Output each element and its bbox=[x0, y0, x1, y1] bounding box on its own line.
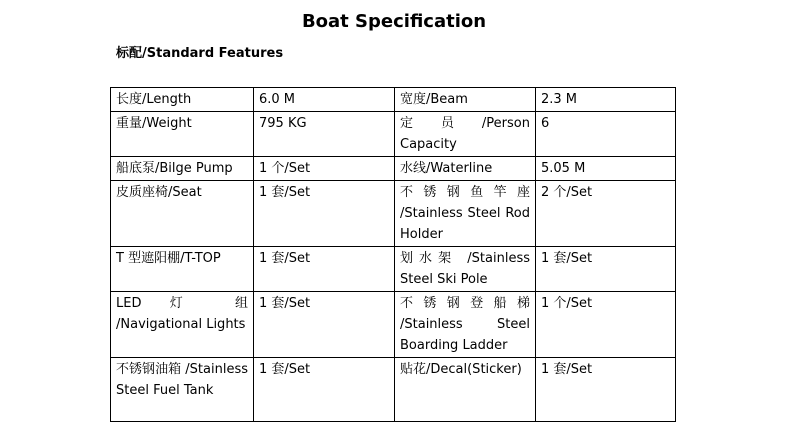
feature-name: LED 灯 组 /Navigational Lights bbox=[111, 292, 254, 358]
table-row bbox=[111, 88, 676, 112]
feature-name: 宽度/Beam bbox=[395, 88, 536, 112]
feature-name: 皮质座椅/Seat bbox=[111, 181, 254, 247]
feature-value: 1 套/Set bbox=[254, 358, 395, 422]
feature-name: T 型遮阳棚/T-TOP bbox=[111, 247, 254, 292]
feature-name: 长度/Length bbox=[111, 88, 254, 112]
feature-value: 6 bbox=[536, 112, 676, 157]
feature-name: 重量/Weight bbox=[111, 112, 254, 157]
section-heading: 标配/Standard Features bbox=[116, 46, 284, 61]
feature-value: 1 套/Set bbox=[536, 247, 676, 292]
feature-value: 1 套/Set bbox=[254, 292, 395, 358]
spec-table bbox=[110, 87, 676, 422]
feature-name: 不锈钢油箱 /Stainless Steel Fuel Tank bbox=[111, 358, 254, 422]
feature-value: 1 套/Set bbox=[536, 358, 676, 422]
feature-value: 1 个/Set bbox=[536, 292, 676, 358]
table-row bbox=[111, 292, 676, 358]
feature-name: 贴花/Decal(Sticker) bbox=[395, 358, 536, 422]
feature-value: 6.0 M bbox=[254, 88, 395, 112]
feature-value: 1 个/Set bbox=[254, 157, 395, 181]
feature-name: 划水架 /Stainless Steel Ski Pole bbox=[395, 247, 536, 292]
feature-value: 2.3 M bbox=[536, 88, 676, 112]
feature-value: 5.05 M bbox=[536, 157, 676, 181]
table-row bbox=[111, 112, 676, 157]
feature-value: 1 套/Set bbox=[254, 247, 395, 292]
table-row bbox=[111, 247, 676, 292]
table-row bbox=[111, 157, 676, 181]
feature-value: 795 KG bbox=[254, 112, 395, 157]
feature-name: 不锈钢登船梯 /Stainless Steel Boarding Ladder bbox=[395, 292, 536, 358]
document-title: Boat Specification bbox=[301, 11, 487, 32]
table-row bbox=[111, 181, 676, 247]
feature-name: 定 员 /Person Capacity bbox=[395, 112, 536, 157]
table-row bbox=[111, 358, 676, 422]
feature-value: 2 个/Set bbox=[536, 181, 676, 247]
feature-name: 水线/Waterline bbox=[395, 157, 536, 181]
feature-name: 不锈钢鱼竿座 /Stainless Steel Rod Holder bbox=[395, 181, 536, 247]
feature-value: 1 套/Set bbox=[254, 181, 395, 247]
feature-name: 船底泵/Bilge Pump bbox=[111, 157, 254, 181]
